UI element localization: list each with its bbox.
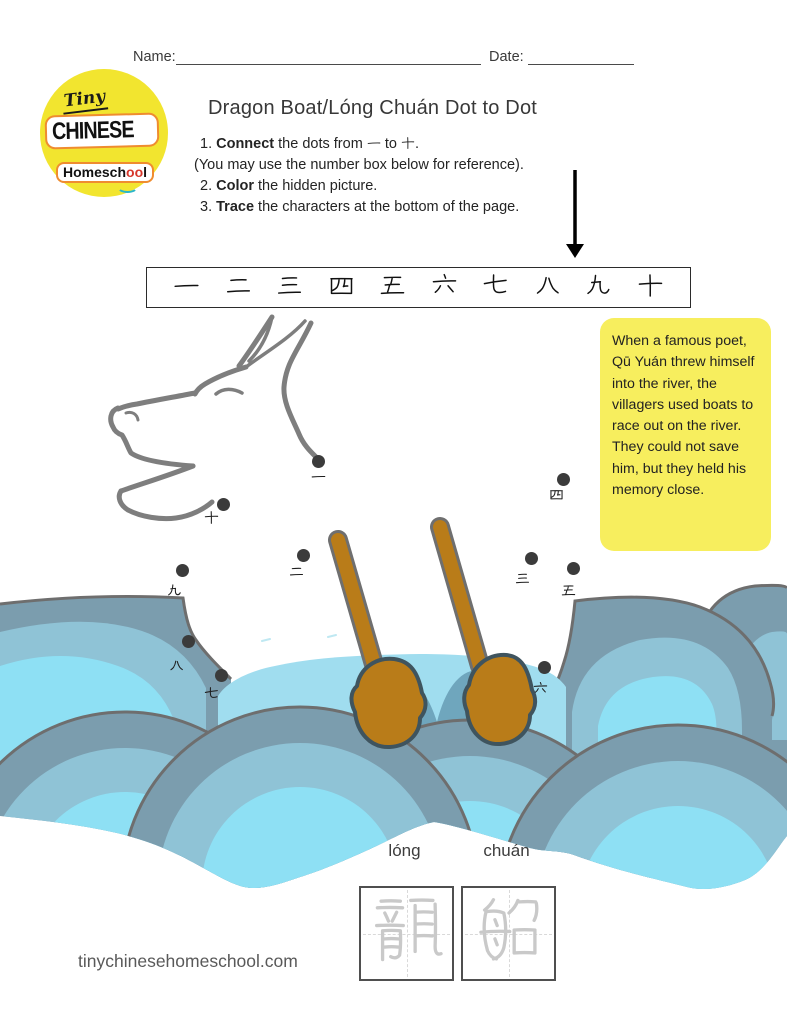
trace-box-long [359, 886, 454, 981]
name-label: Name: [133, 49, 176, 65]
logo-tiny-text: Tiny [61, 86, 109, 114]
water-specks [262, 635, 336, 641]
website-footer: tinychinesehomeschool.com [78, 951, 298, 971]
trace-character-chuan [472, 894, 546, 973]
cjk-char-chuan [472, 894, 546, 968]
trace-box-chuan [461, 886, 556, 981]
pinyin-label-long: lóng [388, 841, 421, 860]
pinyin-label-chuan: chuán [483, 841, 530, 860]
cjk-char-long [370, 894, 444, 968]
instruction-step-1: 1. Connect the dots from to . [200, 136, 419, 152]
logo-homeschool-oo: oo [126, 164, 144, 180]
logo-homeschool-post: l [143, 164, 148, 180]
dragon-head-outline [111, 317, 317, 519]
logo-homeschool-pre: Homesch [63, 164, 127, 180]
instruction-step-3: 3. Trace the characters at the bottom of the page. [200, 199, 520, 215]
story-note: When a famous poet, Qū Yuán threw himself into the river, the villagers used boats to race out on the river. They could not save him, but they held his memory close. [600, 318, 771, 551]
instruction-step-2: 2. Color the hidden picture. [200, 178, 378, 194]
trace-character-long [370, 894, 444, 973]
page-title: Dragon Boat/Lóng Chuán Dot to Dot [208, 97, 538, 119]
logo-chinese-text: CHINESE [51, 116, 135, 146]
date-label: Date: [489, 49, 524, 65]
instruction-note: (You may use the number box below for reference). [194, 157, 524, 173]
down-arrow [566, 170, 584, 258]
